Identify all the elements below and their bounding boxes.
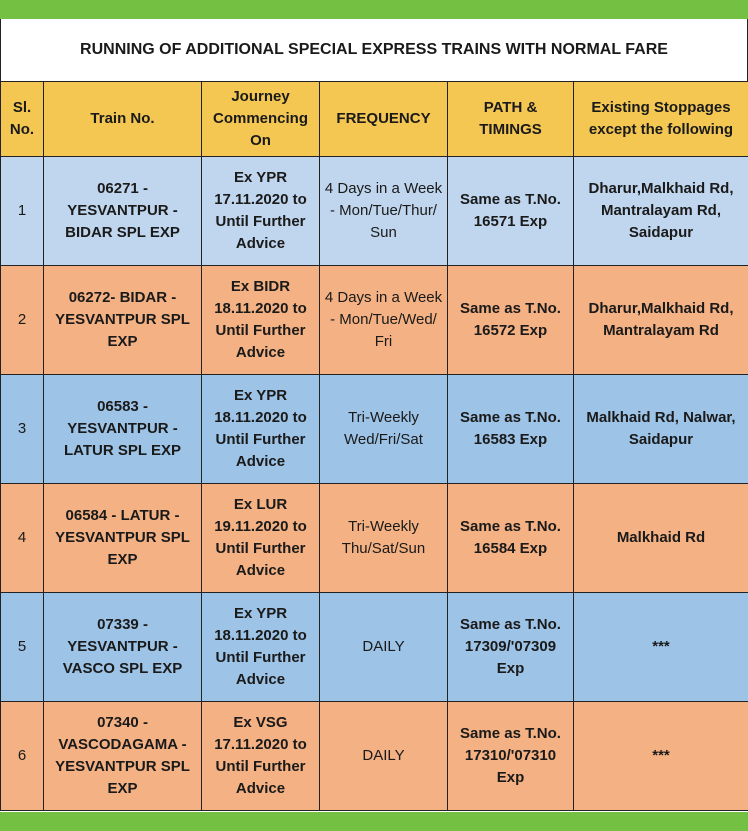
top-green-bar xyxy=(0,0,748,19)
cell-path: Same as T.No. 16584 Exp xyxy=(448,484,574,593)
cell-path: Same as T.No. 16583 Exp xyxy=(448,375,574,484)
cell-path: Same as T.No. 16572 Exp xyxy=(448,266,574,375)
cell-path: Same as T.No. 17309/'07309 Exp xyxy=(448,593,574,702)
bottom-green-bar xyxy=(0,812,748,831)
cell-sl: 4 xyxy=(1,484,44,593)
header-journey: Journey Commencing On xyxy=(202,82,320,157)
cell-sl: 3 xyxy=(1,375,44,484)
cell-frequency: Tri-Weekly Thu/Sat/Sun xyxy=(320,484,448,593)
cell-journey: Ex YPR 18.11.2020 to Until Further Advice xyxy=(202,375,320,484)
cell-train: 07340 - VASCODAGAMA - YESVANTPUR SPL EXP xyxy=(44,702,202,811)
cell-journey: Ex YPR 17.11.2020 to Until Further Advice xyxy=(202,157,320,266)
header-row xyxy=(1,82,748,157)
page-title: RUNNING OF ADDITIONAL SPECIAL EXPRESS TRAINS WITH NORMAL FARE xyxy=(0,19,748,81)
cell-stoppages: Malkhaid Rd xyxy=(574,484,748,593)
cell-frequency: DAILY xyxy=(320,593,448,702)
cell-frequency: DAILY xyxy=(320,702,448,811)
cell-train: 06272- BIDAR - YESVANTPUR SPL EXP xyxy=(44,266,202,375)
cell-train: 07339 - YESVANTPUR - VASCO SPL EXP xyxy=(44,593,202,702)
cell-journey: Ex VSG 17.11.2020 to Until Further Advice xyxy=(202,702,320,811)
cell-journey: Ex BIDR 18.11.2020 to Until Further Advice xyxy=(202,266,320,375)
cell-train: 06583 - YESVANTPUR - LATUR SPL EXP xyxy=(44,375,202,484)
header-path-timings: PATH & TIMINGS xyxy=(448,82,574,157)
cell-sl: 6 xyxy=(1,702,44,811)
table-row xyxy=(1,484,748,593)
trains-table xyxy=(0,81,748,811)
table-row xyxy=(1,157,748,266)
cell-stoppages: *** xyxy=(574,702,748,811)
header-train-no: Train No. xyxy=(44,82,202,157)
cell-train: 06584 - LATUR - YESVANTPUR SPL EXP xyxy=(44,484,202,593)
table-row xyxy=(1,593,748,702)
cell-stoppages: Dharur,Malkhaid Rd, Mantralayam Rd, Saidapur xyxy=(574,157,748,266)
cell-journey: Ex LUR 19.11.2020 to Until Further Advice xyxy=(202,484,320,593)
header-frequency: FREQUENCY xyxy=(320,82,448,157)
cell-stoppages: *** xyxy=(574,593,748,702)
header-stoppages: Existing Stoppages except the following xyxy=(574,82,748,157)
cell-train: 06271 - YESVANTPUR - BIDAR SPL EXP xyxy=(44,157,202,266)
cell-sl: 1 xyxy=(1,157,44,266)
table-row xyxy=(1,702,748,811)
table-row xyxy=(1,266,748,375)
cell-sl: 2 xyxy=(1,266,44,375)
cell-frequency: Tri-Weekly Wed/Fri/Sat xyxy=(320,375,448,484)
cell-frequency: 4 Days in a Week - Mon/Tue/Wed/ Fri xyxy=(320,266,448,375)
cell-path: Same as T.No. 17310/'07310 Exp xyxy=(448,702,574,811)
cell-stoppages: Dharur,Malkhaid Rd, Mantralayam Rd xyxy=(574,266,748,375)
table-row xyxy=(1,375,748,484)
cell-journey: Ex YPR 18.11.2020 to Until Further Advice xyxy=(202,593,320,702)
cell-stoppages: Malkhaid Rd, Nalwar, Saidapur xyxy=(574,375,748,484)
cell-path: Same as T.No. 16571 Exp xyxy=(448,157,574,266)
header-sl-no: Sl. No. xyxy=(1,82,44,157)
cell-sl: 5 xyxy=(1,593,44,702)
cell-frequency: 4 Days in a Week - Mon/Tue/Thur/ Sun xyxy=(320,157,448,266)
